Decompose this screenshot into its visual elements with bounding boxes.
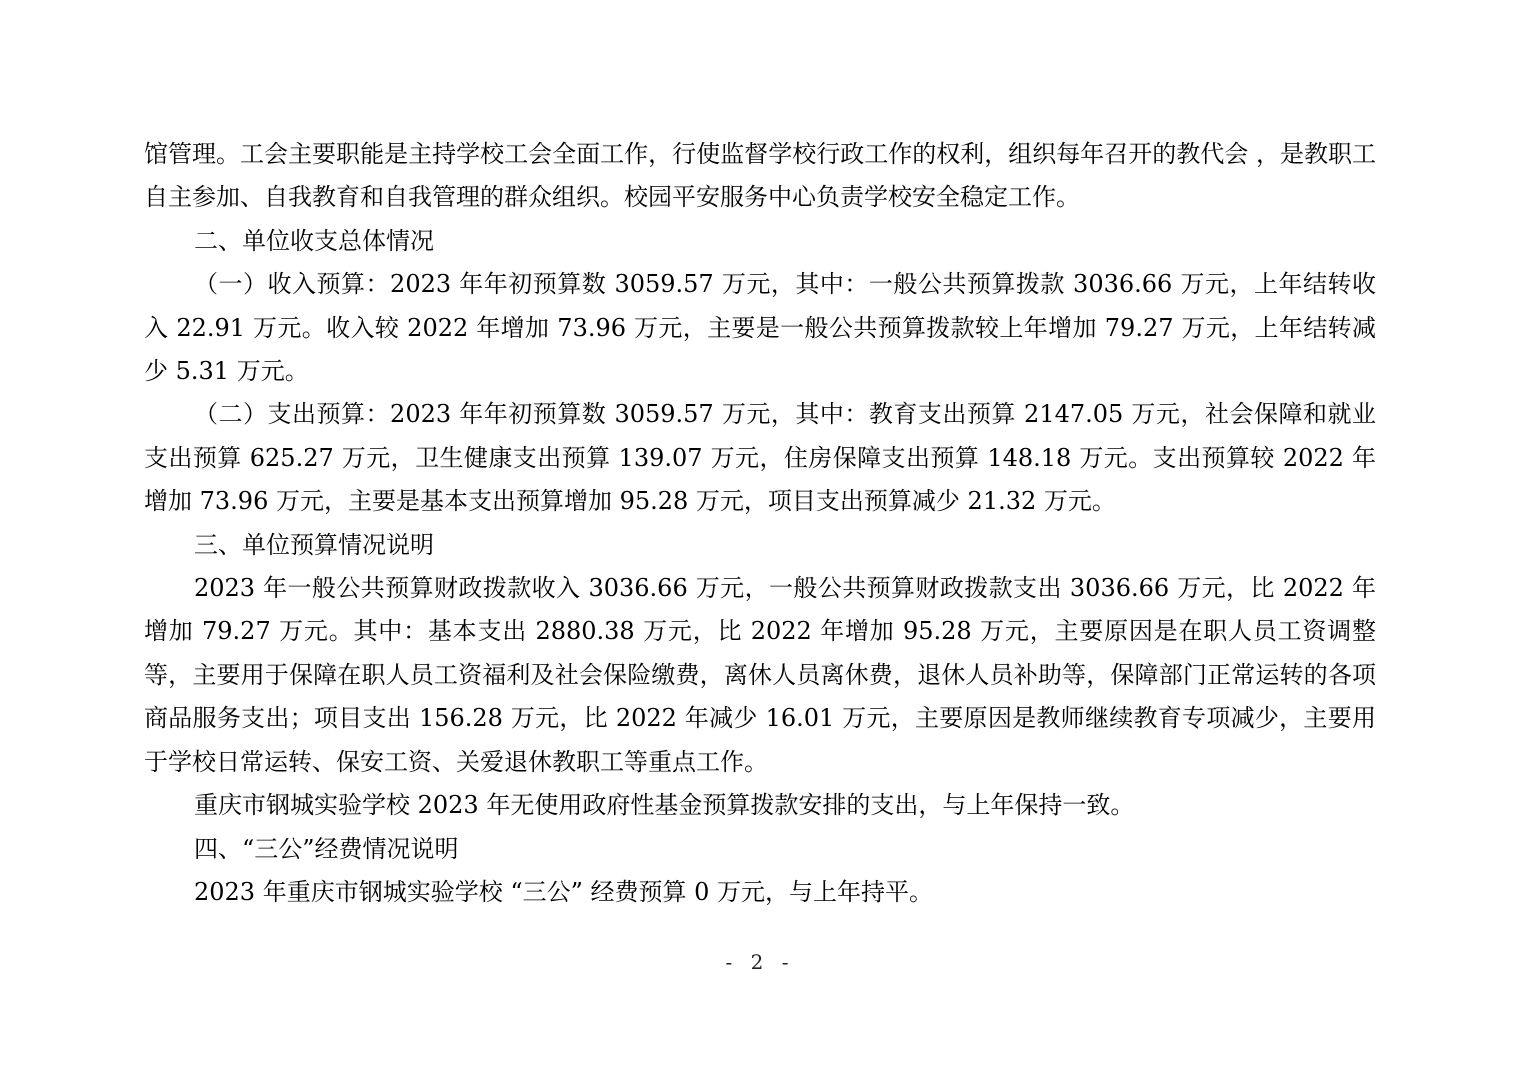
section-heading-2: 二、单位收支总体情况: [194, 226, 434, 255]
section-heading-3: 三、单位预算情况说明: [194, 530, 434, 559]
section-heading-4: 四、“三公”经费情况说明: [194, 834, 459, 863]
page-number: - 2 -: [725, 950, 795, 974]
paragraph-budget-description: 2023 年一般公共预算财政拨款收入 3036.66 万元，一般公共预算财政拨款支出 3036.66 万元，比 2022 年增加 79.27 万元。其中：基本支出 2880.38 万元，比 2022 年增加 95.28 万元，主要原因是在职人员工资调整等，主要用于保障在职人员工资福利及社会保险缴费，离休人员离休费，退休人员补助等，保障部门正常运转的各项商品服务支出；项目支出 156.28 万元，比 2022 年减少 16.01 万元，主要原因是教师继续教育专项减少，主要用于学校日常运转、保安工资、关爱退休教职工等重点工作。: [144, 574, 1376, 776]
paragraph-three-public-expenses: 2023 年重庆市钢城实验学校 “三公” 经费预算 0 万元，与上年持平。: [194, 877, 934, 906]
paragraph-government-fund: 重庆市钢城实验学校 2023 年无使用政府性基金预算拨款安排的支出，与上年保持一致。: [194, 791, 1135, 820]
paragraph-continuation: 馆管理。工会主要职能是主持学校工会全面工作，行使监督学校行政工作的权利，组织每年召开的教代会 ，是教职工自主参加、自我教育和自我管理的群众组织。校园平安服务中心负责学校安全稳定工作。: [144, 140, 1376, 212]
document-body: [144, 133, 1376, 914]
paragraph-expenditure-budget: （二）支出预算：2023 年年初预算数 3059.57 万元，其中：教育支出预算 2147.05 万元，社会保障和就业支出预算 625.27 万元，卫生健康支出预算 139.07 万元，住房保障支出预算 148.18 万元。支出预算较 2022 年增加 73.96 万元，主要是基本支出预算增加 95.28 万元，项目支出预算减少 21.32 万元。: [144, 400, 1376, 516]
paragraph-income-budget: （一）收入预算：2023 年年初预算数 3059.57 万元，其中：一般公共预算拨款 3036.66 万元，上年结转收入 22.91 万元。收入较 2022 年增加 73.96 万元，主要是一般公共预算拨款较上年增加 79.27 万元，上年结转减少 5.31 万元。: [144, 270, 1376, 386]
